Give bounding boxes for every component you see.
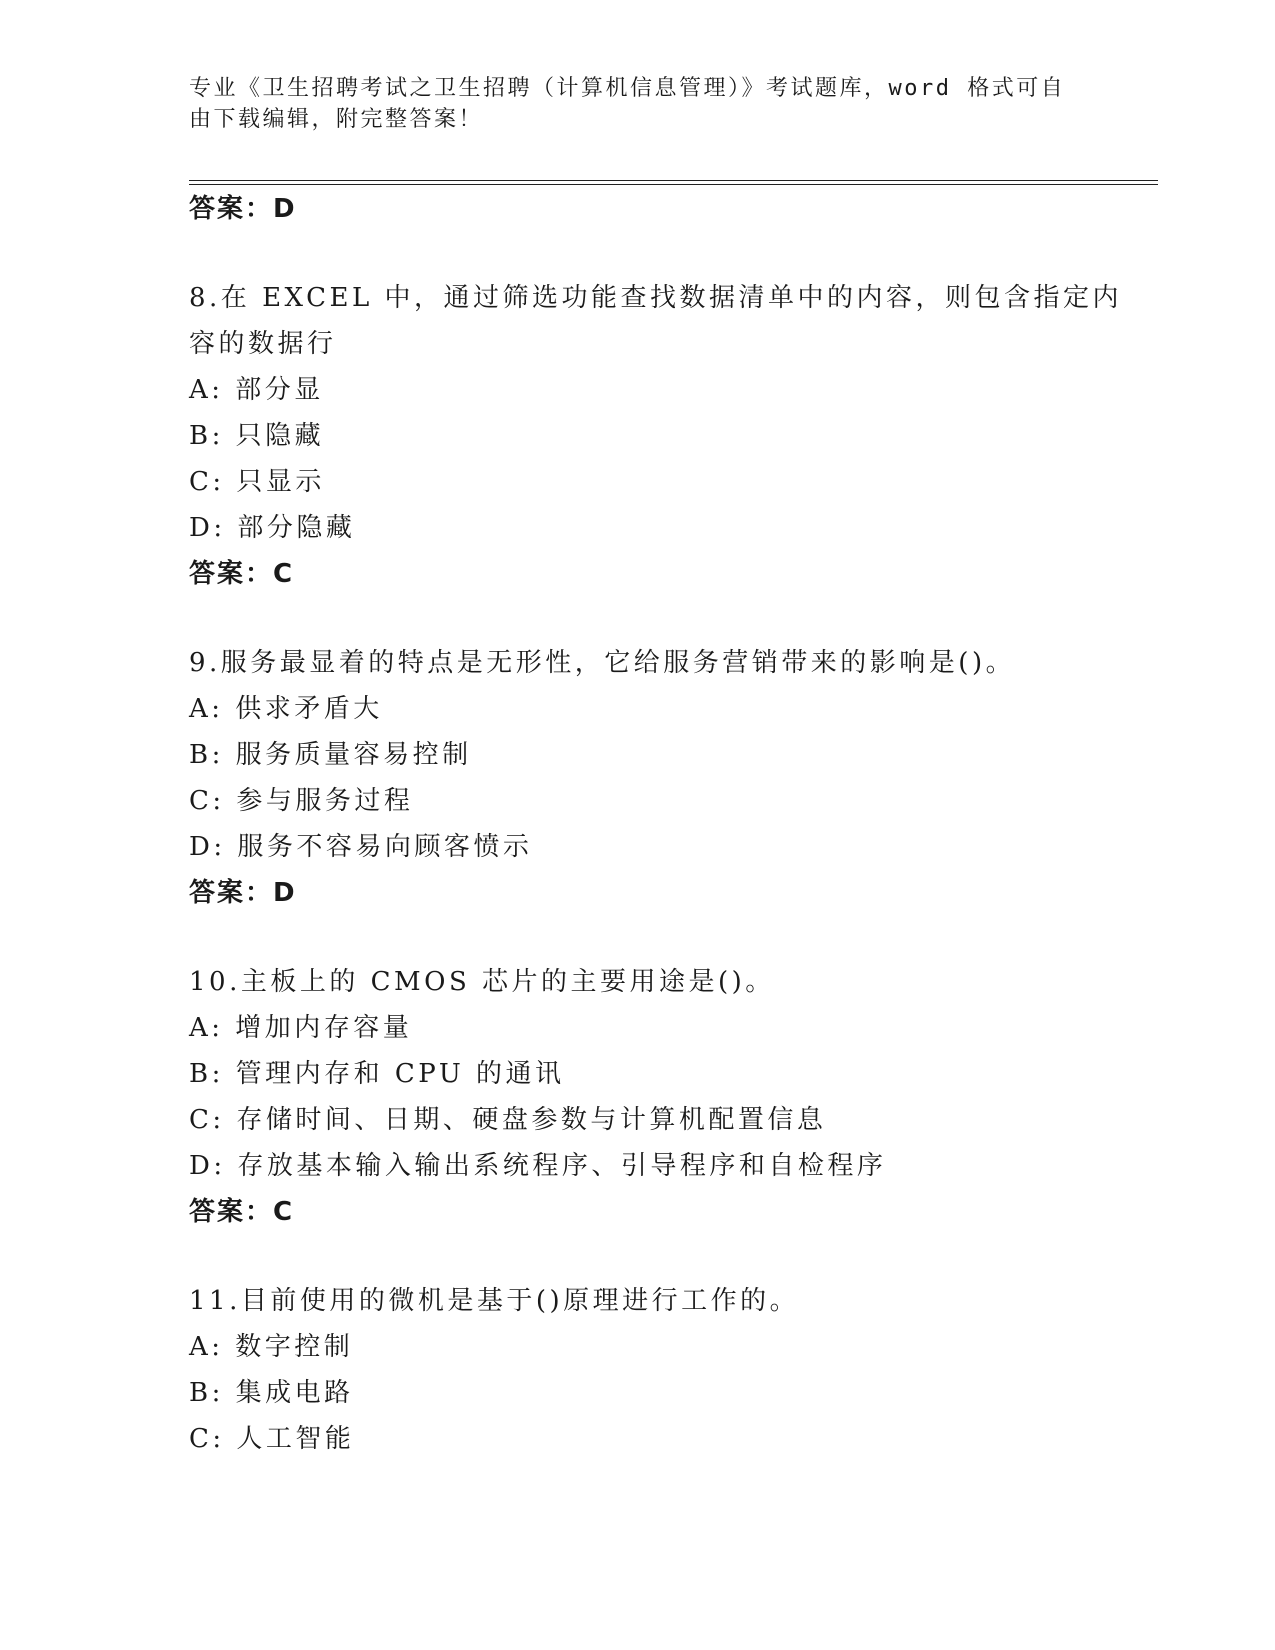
question-stem: 11.目前使用的微机是基于()原理进行工作的。 <box>189 1286 800 1316</box>
question-block <box>189 1278 1149 1462</box>
previous-answer: 答案：D <box>189 194 297 224</box>
question-stem-continued: 容的数据行 <box>189 329 337 359</box>
option-b: B: 服务质量容易控制 <box>189 740 472 770</box>
question-block <box>189 959 1149 1235</box>
question-block <box>189 275 1149 597</box>
option-d: D: 存放基本输入输出系统程序、引导程序和自检程序 <box>189 1151 887 1181</box>
header-divider-top <box>189 180 1158 181</box>
option-c: C: 人工智能 <box>189 1424 355 1454</box>
header-line-2: 由下载编辑，附完整答案！ <box>189 107 484 132</box>
question-list <box>189 186 1149 1462</box>
option-d: D: 部分隐藏 <box>189 513 356 543</box>
header-divider-bottom <box>189 184 1158 185</box>
option-b: B: 集成电路 <box>189 1378 354 1408</box>
question-stem: 8.在 EXCEL 中，通过筛选功能查找数据清单中的内容，则包含指定内 <box>189 283 1123 313</box>
question-stem: 9.服务最显着的特点是无形性，它给服务营销带来的影响是()。 <box>189 648 1016 678</box>
answer-key: 答案：C <box>189 559 295 589</box>
answer-key: 答案：C <box>189 1197 295 1227</box>
option-a: A: 数字控制 <box>189 1332 354 1362</box>
question-block <box>189 640 1149 916</box>
option-c: C: 只显示 <box>189 467 325 497</box>
answer-key: 答案：D <box>189 878 297 908</box>
option-d: D: 服务不容易向顾客愤示 <box>189 832 533 862</box>
question-stem: 10.主板上的 CMOS 芯片的主要用途是()。 <box>189 967 775 997</box>
option-c: C: 存储时间、日期、硬盘参数与计算机配置信息 <box>189 1105 827 1135</box>
option-a: A: 增加内存容量 <box>189 1013 413 1043</box>
option-b: B: 管理内存和 CPU 的通讯 <box>189 1059 565 1089</box>
document-header <box>189 73 1089 135</box>
option-b: B: 只隐藏 <box>189 421 325 451</box>
option-c: C: 参与服务过程 <box>189 786 414 816</box>
option-a: A: 部分显 <box>189 375 324 405</box>
option-a: A: 供求矛盾大 <box>189 694 383 724</box>
header-line-1: 专业《卫生招聘考试之卫生招聘（计算机信息管理）》考试题库，word 格式可自 <box>189 76 1066 101</box>
